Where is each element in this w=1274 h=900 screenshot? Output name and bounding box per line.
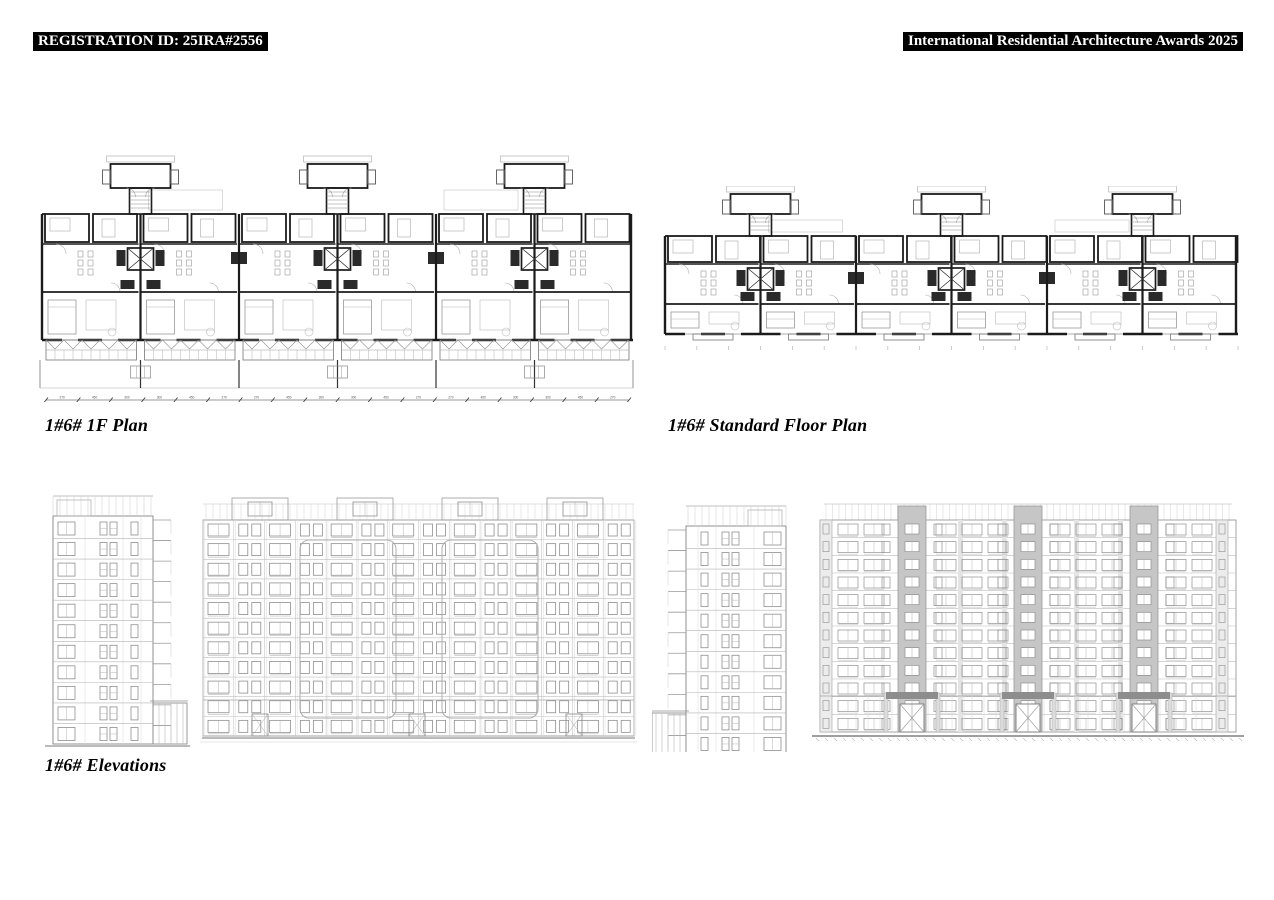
svg-text:300: 300 [351,395,357,400]
plan-1f-label: 1#6# 1F Plan [45,415,149,435]
standard-floor-plan-figure [660,186,1244,354]
side-elevation-left-drawing [45,488,190,753]
svg-text:270: 270 [253,395,260,400]
registration-id-badge: REGISTRATION ID: 25IRA#2556 [33,32,268,51]
standard-floor-plan-drawing [660,186,1244,354]
svg-text:450: 450 [286,395,292,400]
svg-text:300: 300 [318,395,324,400]
svg-text:300: 300 [156,395,163,400]
svg-text:270: 270 [415,395,422,400]
svg-text:270: 270 [221,395,227,400]
standard-floor-plan-label: 1#6# Standard Floor Plan [668,415,868,435]
side-elevation-right-drawing [652,498,794,752]
svg-text:300: 300 [124,395,130,400]
floor-plan-1f-figure [38,150,638,402]
front-elevation-1-figure [200,492,637,744]
front-elevation-2-figure [812,496,1244,746]
floor-plan-1f-drawing [38,150,638,402]
svg-text:450: 450 [189,395,195,400]
front-elevation-1-drawing [200,492,637,744]
svg-text:450: 450 [91,395,98,400]
side-elevation-right-figure [652,498,794,752]
front-elevation-2-drawing [812,496,1244,746]
elevations-label: 1#6# Elevations [45,755,167,775]
svg-text:300: 300 [545,395,551,400]
svg-text:450: 450 [480,395,486,400]
side-elevation-left-figure [45,488,190,753]
svg-text:450: 450 [383,395,389,400]
svg-text:450: 450 [577,395,584,400]
award-title-badge: International Residential Architecture Awards 2025 [903,32,1243,51]
svg-text:270: 270 [610,395,616,400]
svg-text:270: 270 [448,395,454,400]
svg-text:270: 270 [59,395,65,400]
svg-text:300: 300 [512,395,519,400]
